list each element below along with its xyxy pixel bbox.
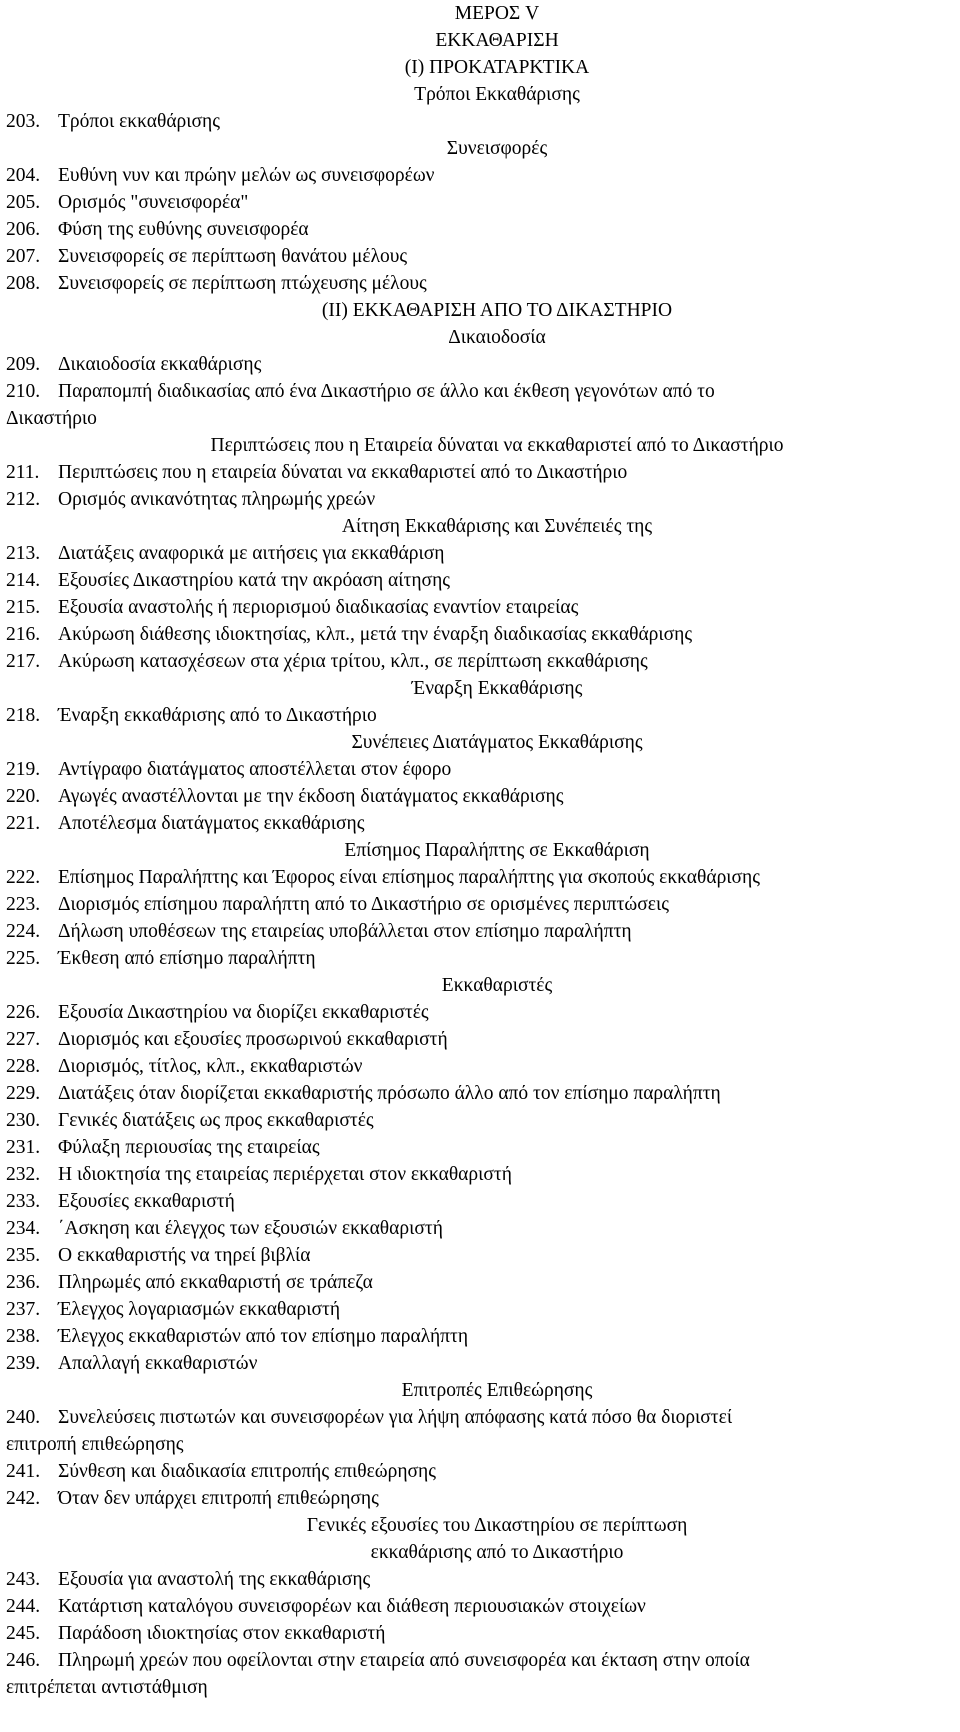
item-text: Δήλωση υποθέσεων της εταιρείας υποβάλλεται στον επίσημο παραλήπτη	[58, 921, 632, 942]
item-number: 232.	[6, 1164, 41, 1185]
item-number: 223.	[6, 894, 41, 915]
list-item	[6, 1080, 948, 1107]
item-number: 205.	[6, 192, 41, 213]
item-number: 236.	[6, 1272, 41, 1293]
item-text: Εξουσίες εκκαθαριστή	[58, 1191, 235, 1212]
item-text: Εξουσίες Δικαστηρίου κατά την ακρόαση αίτησης	[58, 570, 450, 591]
item-number: 235.	[6, 1245, 41, 1266]
part-heading: ΜΕΡΟΣ V	[454, 3, 540, 24]
item-text: Ευθύνη νυν και πρώην μελών ως συνεισφορέων	[58, 165, 435, 186]
section-heading-consequences: Συνέπειες Διατάγματος Εκκαθάρισης	[351, 732, 643, 753]
item-text: Απαλλαγή εκκαθαριστών	[58, 1353, 258, 1374]
list-item	[6, 567, 948, 594]
item-number: 204.	[6, 165, 41, 186]
item-number: 207.	[6, 246, 41, 267]
list-item	[6, 1485, 948, 1512]
item-number: 214.	[6, 570, 41, 591]
list-item	[6, 162, 948, 189]
item-number: 216.	[6, 624, 41, 645]
item-text: Κατάρτιση καταλόγου συνεισφορέων και διάθεση περιουσιακών στοιχείων	[58, 1596, 646, 1617]
list-item	[6, 1458, 948, 1485]
section-heading-contributories: Συνεισφορές	[446, 138, 548, 159]
list-item	[6, 243, 948, 270]
item-text: Περιπτώσεις που η εταιρεία δύναται να εκκαθαριστεί από το Δικαστήριο	[58, 462, 628, 483]
item-text: Δικαιοδοσία εκκαθάρισης	[58, 354, 262, 375]
item-text: ΄Ασκηση και έλεγχος των εξουσιών εκκαθαριστή	[58, 1218, 443, 1239]
subpart-heading-preliminary: (Ι) ΠΡΟΚΑΤΑΡΚΤΙΚΑ	[404, 57, 590, 78]
list-item	[6, 1404, 948, 1431]
item-text: Διορισμός, τίτλος, κλπ., εκκαθαριστών	[58, 1056, 363, 1077]
item-number: 227.	[6, 1029, 41, 1050]
list-item	[6, 1242, 948, 1269]
list-item	[6, 1026, 948, 1053]
item-number: 246.	[6, 1650, 41, 1671]
item-text: Φύλαξη περιουσίας της εταιρείας	[58, 1137, 320, 1158]
section-heading-modes: Τρόποι Εκκαθάρισης	[414, 84, 580, 105]
section-heading-liquidators: Εκκαθαριστές	[441, 975, 553, 996]
list-item	[6, 270, 948, 297]
item-number: 234.	[6, 1218, 41, 1239]
item-text: Έλεγχος εκκαθαριστών από τον επίσημο παραλήπτη	[58, 1326, 469, 1347]
item-text: Συνεισφορείς σε περίπτωση πτώχευσης μέλους	[58, 273, 427, 294]
item-text: Ο εκκαθαριστής να τηρεί βιβλία	[58, 1245, 311, 1266]
list-item	[6, 810, 948, 837]
list-item	[6, 189, 948, 216]
item-text-continuation: Δικαστήριο	[6, 408, 97, 429]
item-number: 241.	[6, 1461, 41, 1482]
item-number: 206.	[6, 219, 41, 240]
list-item	[6, 378, 948, 405]
item-number: 203.	[6, 111, 41, 132]
item-text: Συνεισφορείς σε περίπτωση θανάτου μέλους	[58, 246, 408, 267]
item-number: 237.	[6, 1299, 41, 1320]
section-heading-official-receiver: Επίσημος Παραλήπτης σε Εκκαθάριση	[344, 840, 650, 861]
item-number: 219.	[6, 759, 41, 780]
item-text: Εξουσία για αναστολή της εκκαθάρισης	[58, 1569, 371, 1590]
item-text: Έναρξη εκκαθάρισης από το Δικαστήριο	[58, 705, 377, 726]
list-item	[6, 1269, 948, 1296]
item-text: Ορισμός ανικανότητας πληρωμής χρεών	[58, 489, 376, 510]
list-item	[6, 621, 948, 648]
item-number: 221.	[6, 813, 41, 834]
item-number: 231.	[6, 1137, 41, 1158]
item-number: 243.	[6, 1569, 41, 1590]
item-number: 224.	[6, 921, 41, 942]
item-text: Πληρωμές από εκκαθαριστή σε τράπεζα	[58, 1272, 373, 1293]
list-item	[6, 1188, 948, 1215]
section-heading-cases: Περιπτώσεις που η Εταιρεία δύναται να εκκαθαριστεί από το Δικαστήριο	[210, 435, 784, 456]
list-item	[6, 1620, 948, 1647]
item-text: Παραπομπή διαδικασίας από ένα Δικαστήριο σε άλλο και έκθεση γεγονότων από το	[58, 381, 715, 402]
item-text: Έλεγχος λογαριασμών εκκαθαριστή	[58, 1299, 341, 1320]
list-item	[6, 702, 948, 729]
list-item	[6, 1161, 948, 1188]
item-text: Διατάξεις αναφορικά με αιτήσεις για εκκαθάριση	[58, 543, 445, 564]
item-text: Η ιδιοκτησία της εταιρείας περιέρχεται στον εκκαθαριστή	[58, 1164, 512, 1185]
item-text: Αποτέλεσμα διατάγματος εκκαθάρισης	[58, 813, 365, 834]
list-item	[6, 945, 948, 972]
list-item	[6, 891, 948, 918]
item-text: Ακύρωση κατασχέσεων στα χέρια τρίτου, κλπ., σε περίπτωση εκκαθάρισης	[58, 651, 648, 672]
list-item	[6, 1593, 948, 1620]
item-number: 212.	[6, 489, 41, 510]
item-number: 213.	[6, 543, 41, 564]
item-number: 210.	[6, 381, 41, 402]
section-heading-general-powers: Γενικές εξουσίες του Δικαστηρίου σε περίπτωση	[306, 1515, 688, 1536]
list-item	[6, 1107, 948, 1134]
item-number: 245.	[6, 1623, 41, 1644]
list-item	[6, 1566, 948, 1593]
list-item	[6, 1350, 948, 1377]
item-text: Όταν δεν υπάρχει επιτροπή επιθεώρησης	[58, 1488, 379, 1509]
item-text: Τρόποι εκκαθάρισης	[58, 111, 220, 132]
list-item	[6, 540, 948, 567]
item-text: Διορισμός και εξουσίες προσωρινού εκκαθαριστή	[58, 1029, 448, 1050]
item-number: 244.	[6, 1596, 41, 1617]
item-text: Ακύρωση διάθεσης ιδιοκτησίας, κλπ., μετά την έναρξη διαδικασίας εκκαθάρισης	[58, 624, 693, 645]
item-number: 226.	[6, 1002, 41, 1023]
item-number: 229.	[6, 1083, 41, 1104]
list-item	[6, 216, 948, 243]
item-text: Συνελεύσεις πιστωτών και συνεισφορέων για λήψη απόφασης κατά πόσο θα διοριστεί	[58, 1407, 733, 1428]
item-text: Διορισμός επίσημου παραλήπτη από το Δικαστήριο σε ορισμένες περιπτώσεις	[58, 894, 669, 915]
item-text: Αγωγές αναστέλλονται με την έκδοση διατάγματος εκκαθάρισης	[58, 786, 564, 807]
item-number: 233.	[6, 1191, 41, 1212]
item-text: Φύση της ευθύνης συνεισφορέα	[58, 219, 309, 240]
item-number: 208.	[6, 273, 41, 294]
list-item	[6, 351, 948, 378]
list-item	[6, 999, 948, 1026]
item-text: Πληρωμή χρεών που οφείλονται στην εταιρεία από συνεισφορέα και έκταση στην οποία	[58, 1650, 750, 1671]
item-text: Ορισμός "συνεισφορέα"	[58, 192, 249, 213]
item-number: 211.	[6, 462, 40, 483]
list-item	[6, 864, 948, 891]
item-number: 218.	[6, 705, 41, 726]
item-text: Έκθεση από επίσημο παραλήπτη	[58, 948, 316, 969]
section-heading-petition: Αίτηση Εκκαθάρισης και Συνέπειές της	[341, 516, 653, 537]
list-item	[6, 108, 948, 135]
list-item	[6, 648, 948, 675]
item-text: Παράδοση ιδιοκτησίας στον εκκαθαριστή	[58, 1623, 386, 1644]
item-text-continuation: επιτροπή επιθεώρησης	[6, 1434, 184, 1455]
item-text: Διατάξεις όταν διορίζεται εκκαθαριστής πρόσωπο άλλο από τον επίσημο παραλήπτη	[58, 1083, 721, 1104]
list-item	[6, 756, 948, 783]
item-number: 222.	[6, 867, 41, 888]
list-item	[6, 1296, 948, 1323]
section-heading-committees: Επιτροπές Επιθεώρησης	[401, 1380, 593, 1401]
list-item	[6, 1215, 948, 1242]
item-text-continuation: επιτρέπεται αντιστάθμιση	[6, 1677, 208, 1698]
item-number: 209.	[6, 354, 41, 375]
part-title: ΕΚΚΑΘΑΡΙΣΗ	[435, 30, 559, 51]
item-number: 228.	[6, 1056, 41, 1077]
list-item	[6, 1647, 948, 1674]
item-number: 242.	[6, 1488, 41, 1509]
section-heading-commencement: Έναρξη Εκκαθάρισης	[411, 678, 583, 699]
item-text: Αντίγραφο διατάγματος αποστέλλεται στον έφορο	[58, 759, 452, 780]
item-number: 217.	[6, 651, 41, 672]
item-text: Γενικές διατάξεις ως προς εκκαθαριστές	[58, 1110, 374, 1131]
list-item	[6, 594, 948, 621]
item-number: 239.	[6, 1353, 41, 1374]
item-text: Σύνθεση και διαδικασία επιτροπής επιθεώρησης	[58, 1461, 436, 1482]
item-number: 238.	[6, 1326, 41, 1347]
list-item	[6, 1053, 948, 1080]
list-item	[6, 459, 948, 486]
list-item	[6, 783, 948, 810]
item-number: 230.	[6, 1110, 41, 1131]
item-number: 225.	[6, 948, 41, 969]
item-number: 215.	[6, 597, 41, 618]
list-item	[6, 918, 948, 945]
item-text: Εξουσία Δικαστηρίου να διορίζει εκκαθαριστές	[58, 1002, 429, 1023]
section-heading-jurisdiction: Δικαιοδοσία	[448, 327, 546, 348]
list-item	[6, 1134, 948, 1161]
list-item	[6, 1323, 948, 1350]
item-text: Επίσημος Παραλήπτης και Έφορος είναι επίσημος παραλήπτης για σκοπούς εκκαθάρισης	[58, 867, 760, 888]
section-heading-general-powers-line2: εκκαθάρισης από το Δικαστήριο	[370, 1542, 624, 1563]
item-number: 240.	[6, 1407, 41, 1428]
list-item	[6, 486, 948, 513]
item-text: Εξουσία αναστολής ή περιορισμού διαδικασίας εναντίον εταιρείας	[58, 597, 579, 618]
subpart-heading-court-winding-up: (ΙΙ) ΕΚΚΑΘΑΡΙΣΗ ΑΠΟ ΤΟ ΔΙΚΑΣΤΗΡΙΟ	[321, 300, 673, 321]
item-number: 220.	[6, 786, 41, 807]
